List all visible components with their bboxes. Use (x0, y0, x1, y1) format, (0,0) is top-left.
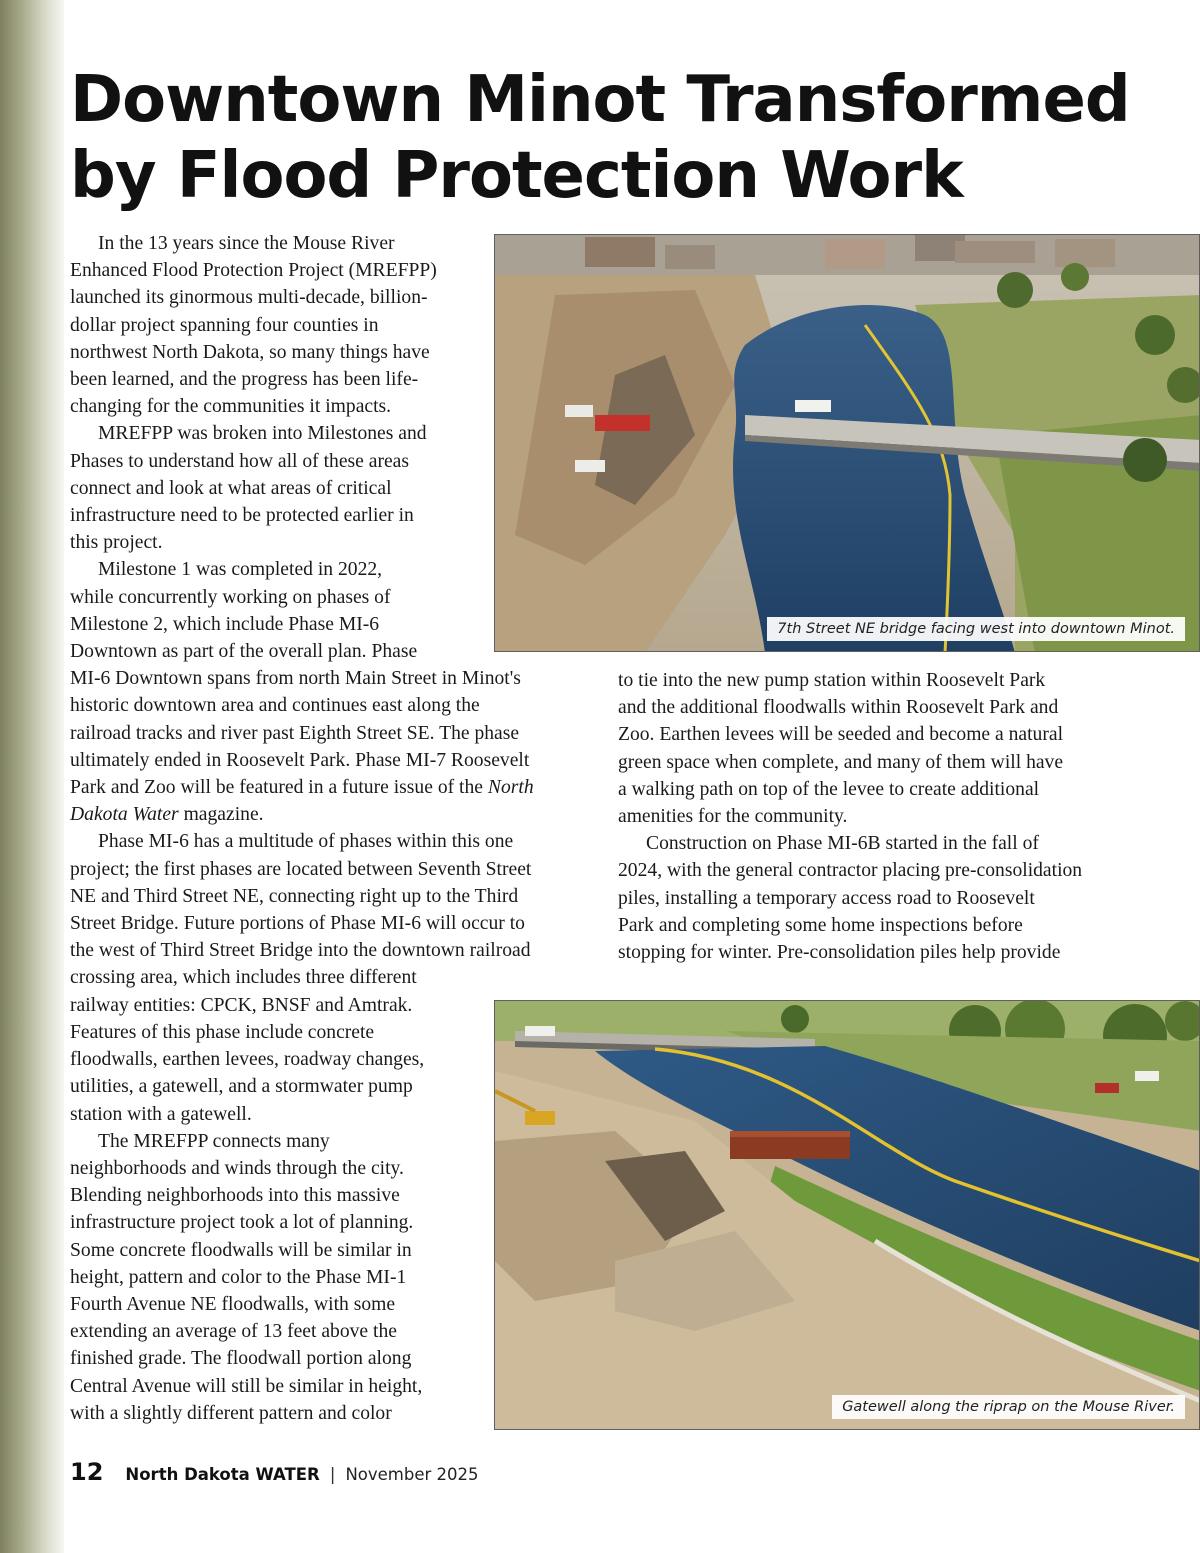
publication-name: North Dakota WATER (125, 1465, 320, 1484)
text-line: green space when complete, and many of them will have (618, 751, 1064, 773)
text-line: and the additional floodwalls within Roosevelt Park and (618, 697, 1059, 719)
text-line: height, pattern and color to the Phase MI-1 (70, 1266, 407, 1288)
photo-bridge-downtown (494, 234, 1200, 652)
magazine-name-italic: Dakota Water (70, 804, 179, 826)
photo2-caption: Gatewell along the riprap on the Mouse River. (832, 1395, 1185, 1419)
text-line: amenities for the community. (618, 806, 848, 828)
text-line: Downtown as part of the overall plan. Phase (70, 641, 418, 663)
page-footer (70, 1458, 479, 1486)
text-line: stopping for winter. Pre-consolidation piles help provide (618, 942, 1061, 964)
text-line: Construction on Phase MI-6B started in the fall of (646, 833, 1039, 855)
text-line: finished grade. The floodwall portion along (70, 1348, 412, 1370)
text-line: railroad tracks and river past Eighth Street SE. The phase (70, 722, 520, 744)
text-line: Blending neighborhoods into this massive (70, 1185, 400, 1207)
text-line: the west of Third Street Bridge into the downtown railroad (70, 940, 531, 962)
text-line: The MREFPP connects many (98, 1130, 330, 1152)
footer-separator: | (329, 1465, 336, 1485)
text-line: Zoo. Earthen levees will be seeded and become a natural (618, 724, 1064, 746)
text-line (70, 774, 534, 801)
text-line: historic downtown area and continues east along the (70, 695, 480, 717)
text-line: piles, installing a temporary access road to Roosevelt (618, 887, 1035, 909)
text-line: connect and look at what areas of critical (70, 477, 392, 499)
text-segment: Park and Zoo will be featured in a future issue of the (70, 777, 483, 799)
text-line: floodwalls, earthen levees, roadway changes, (70, 1049, 425, 1071)
text-line: this project. (70, 532, 163, 554)
article-column-right (618, 667, 1082, 966)
text-line: Milestone 1 was completed in 2022, (98, 559, 383, 581)
photo-bridge-illustration (495, 235, 1200, 652)
text-line: railway entities: CPCK, BNSF and Amtrak. (70, 994, 413, 1016)
text-line: Street Bridge. Future portions of Phase MI-6 will occur to (70, 913, 525, 935)
article-title (70, 62, 1170, 214)
text-line: NE and Third Street NE, connecting right up to the Third (70, 885, 519, 907)
magazine-name-italic: North (487, 777, 534, 799)
photo1-caption: 7th Street NE bridge facing west into downtown Minot. (767, 617, 1185, 641)
text-line: ultimately ended in Roosevelt Park. Phase MI-7 Roosevelt (70, 749, 530, 771)
text-line: Milestone 2, which include Phase MI-6 (70, 613, 380, 635)
text-line: to tie into the new pump station within Roosevelt Park (618, 670, 1046, 691)
text-line: neighborhoods and winds through the city. (70, 1157, 404, 1179)
photo-gatewell-riprap (494, 1000, 1200, 1430)
issue-date: November 2025 (345, 1465, 479, 1484)
text-line: crossing area, which includes three different (70, 967, 417, 989)
page-edge-band (0, 0, 64, 1553)
text-line: infrastructure project took a lot of planning. (70, 1212, 414, 1234)
text-line: MREFPP was broken into Milestones and (98, 423, 427, 445)
text-line: extending an average of 13 feet above the (70, 1321, 397, 1343)
text-line: changing for the communities it impacts. (70, 396, 392, 418)
photo-gatewell-illustration (495, 1001, 1200, 1430)
article-column-left (70, 230, 534, 1427)
title-line-1: Downtown Minot Transformed (70, 63, 1130, 137)
text-line: a walking path on top of the levee to create additional (618, 778, 1040, 800)
text-line: launched its ginormous multi-decade, billion- (70, 287, 428, 309)
text-line: Park and completing some home inspections before (618, 914, 1023, 936)
text-line (70, 801, 534, 828)
text-line: Some concrete floodwalls will be similar in (70, 1239, 412, 1261)
text-line: In the 13 years since the Mouse River (98, 233, 395, 254)
text-line: Central Avenue will still be similar in height, (70, 1375, 423, 1397)
text-line: dollar project spanning four counties in (70, 314, 379, 336)
text-line: Fourth Avenue NE floodwalls, with some (70, 1293, 396, 1315)
text-line: station with a gatewell. (70, 1103, 252, 1125)
text-line: project; the first phases are located between Seventh Street (70, 858, 532, 880)
text-line: MI-6 Downtown spans from north Main Street in Minot's (70, 668, 521, 690)
text-line: been learned, and the progress has been life- (70, 369, 419, 391)
text-line: infrastructure need to be protected earlier in (70, 505, 414, 527)
text-line: Phase MI-6 has a multitude of phases within this one (98, 831, 514, 853)
text-line: Phases to understand how all of these areas (70, 450, 409, 472)
text-line: Enhanced Flood Protection Project (MREFPP) (70, 260, 437, 282)
text-line: 2024, with the general contractor placing pre-consolidation (618, 860, 1083, 882)
text-line: Features of this phase include concrete (70, 1021, 375, 1043)
text-line: while concurrently working on phases of (70, 586, 391, 608)
text-segment: magazine. (178, 804, 264, 826)
title-line-2: by Flood Protection Work (70, 139, 963, 213)
text-line: with a slightly different pattern and color (70, 1402, 392, 1424)
page-number: 12 (70, 1458, 104, 1486)
text-line: utilities, a gatewell, and a stormwater pump (70, 1076, 413, 1098)
text-line: northwest North Dakota, so many things have (70, 341, 430, 363)
